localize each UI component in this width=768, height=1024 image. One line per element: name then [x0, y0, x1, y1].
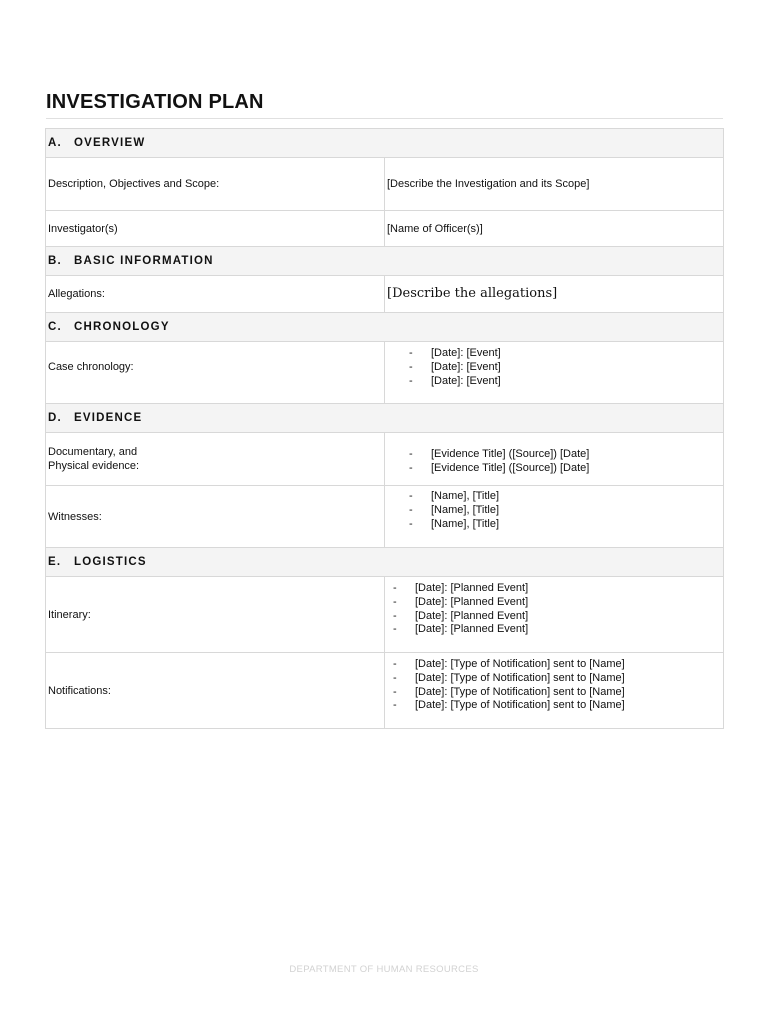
table-row-documentary-evidence — [46, 433, 724, 486]
list-item: - [Date]: [Type of Notification] sent to [Name] — [393, 699, 721, 713]
section-letter: A. — [48, 137, 62, 149]
witnesses-label: Witnesses: — [46, 486, 385, 548]
section-letter: E. — [48, 556, 62, 568]
investigators-value[interactable]: [Name of Officer(s)] — [385, 211, 724, 247]
section-title: BASIC INFORMATION — [74, 255, 214, 267]
section-header-cell — [46, 129, 724, 158]
page-title: INVESTIGATION PLAN — [46, 91, 723, 119]
list-item: - [Date]: [Event] — [409, 361, 721, 375]
section-header-cell — [46, 404, 724, 433]
section-letter: C. — [48, 321, 62, 333]
section-header-overview — [46, 129, 724, 158]
list-item: - [Date]: [Event] — [409, 375, 721, 389]
itinerary-label: Itinerary: — [46, 577, 385, 653]
section-header-cell — [46, 247, 724, 276]
table-row-description — [46, 158, 724, 211]
description-value[interactable]: [Describe the Investigation and its Scope] — [385, 158, 724, 211]
notifications-value[interactable] — [385, 653, 724, 729]
section-letter: B. — [48, 255, 62, 267]
allegations-label: Allegations: — [46, 276, 385, 313]
notifications-label: Notifications: — [46, 653, 385, 729]
list-item: - [Date]: [Type of Notification] sent to [Name] — [393, 686, 721, 700]
table-row-case-chronology — [46, 342, 724, 404]
case-chronology-label: Case chronology: — [46, 342, 385, 404]
section-letter: D. — [48, 412, 62, 424]
witnesses-value[interactable] — [385, 486, 724, 548]
list-item: - [Name], [Title] — [409, 504, 721, 518]
section-title: OVERVIEW — [74, 137, 146, 149]
section-header-evidence — [46, 404, 724, 433]
table-row-allegations — [46, 276, 724, 313]
notifications-list — [387, 658, 721, 713]
list-item: - [Name], [Title] — [409, 518, 721, 532]
evidence-list — [387, 448, 721, 476]
section-title: LOGISTICS — [74, 556, 147, 568]
section-title: EVIDENCE — [74, 412, 143, 424]
documentary-evidence-label — [46, 433, 385, 486]
section-header-cell — [46, 548, 724, 577]
documentary-label-line: Physical evidence: — [48, 460, 140, 472]
chronology-list — [387, 347, 721, 388]
list-item: - [Date]: [Planned Event] — [393, 610, 721, 624]
table-row-notifications — [46, 653, 724, 729]
list-item: - [Date]: [Planned Event] — [393, 582, 721, 596]
list-item: - [Name], [Title] — [409, 490, 721, 504]
footer-department: DEPARTMENT OF HUMAN RESOURCES — [289, 964, 479, 975]
section-header-basic-information — [46, 247, 724, 276]
list-item: - [Evidence Title] ([Source]) [Date] — [409, 448, 721, 462]
table-row-investigators — [46, 211, 724, 247]
list-item: - [Date]: [Type of Notification] sent to [Name] — [393, 658, 721, 672]
case-chronology-value[interactable] — [385, 342, 724, 404]
description-label: Description, Objectives and Scope: — [46, 158, 385, 211]
section-header-logistics — [46, 548, 724, 577]
list-item: - [Date]: [Type of Notification] sent to [Name] — [393, 672, 721, 686]
list-item: - [Date]: [Event] — [409, 347, 721, 361]
section-title: CHRONOLOGY — [74, 321, 170, 333]
documentary-evidence-value[interactable] — [385, 433, 724, 486]
itinerary-value[interactable] — [385, 577, 724, 653]
allegations-value[interactable]: [Describe the allegations] — [385, 276, 724, 313]
itinerary-list — [387, 582, 721, 637]
list-item: - [Date]: [Planned Event] — [393, 623, 721, 637]
list-item: - [Date]: [Planned Event] — [393, 596, 721, 610]
section-header-cell — [46, 313, 724, 342]
table-row-itinerary — [46, 577, 724, 653]
section-header-chronology — [46, 313, 724, 342]
table-row-witnesses — [46, 486, 724, 548]
list-item: - [Evidence Title] ([Source]) [Date] — [409, 462, 721, 476]
investigators-label: Investigator(s) — [46, 211, 385, 247]
investigation-plan-table — [45, 128, 724, 729]
documentary-label-line: Documentary, and — [48, 446, 138, 458]
witnesses-list — [387, 490, 721, 531]
